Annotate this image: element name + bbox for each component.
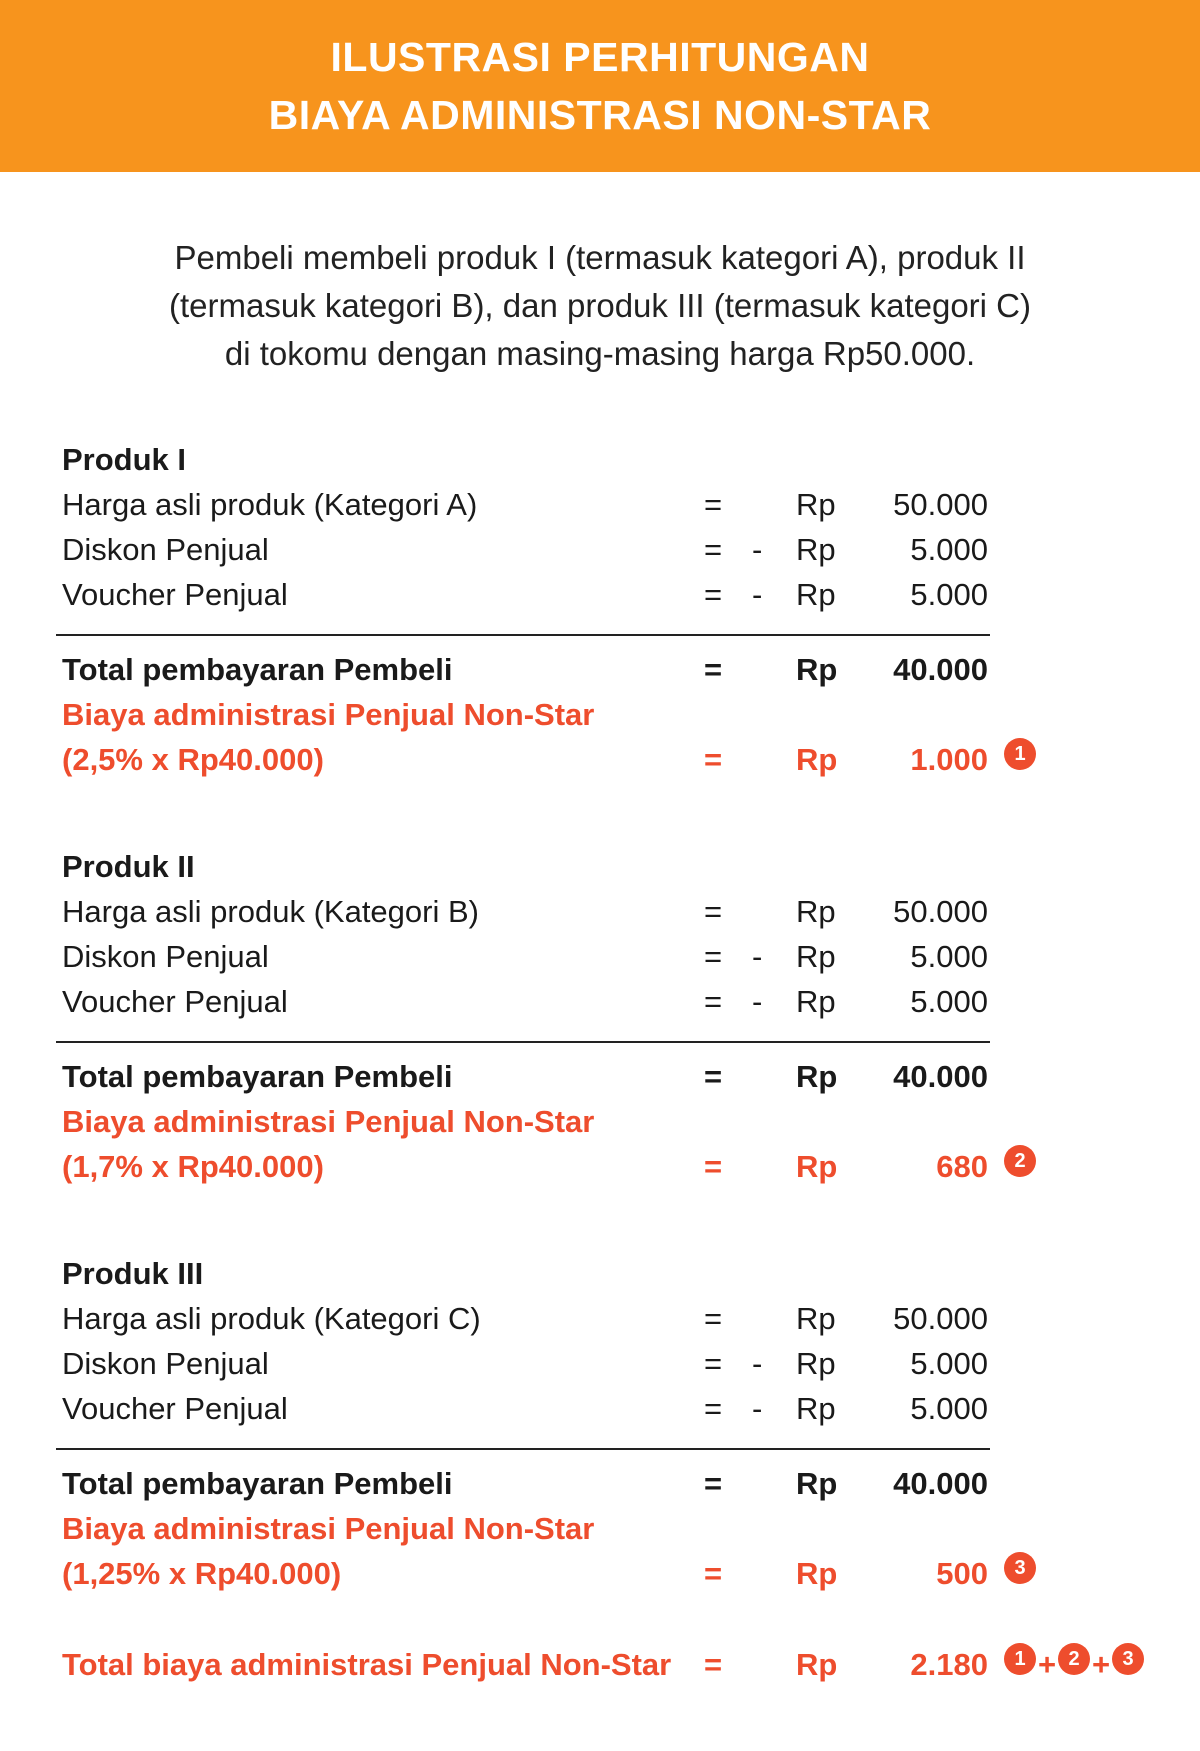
- fee-value: 500: [936, 1556, 988, 1591]
- product-title-row: [0, 845, 1200, 889]
- grand-total-value: 2.180: [910, 1647, 988, 1682]
- voucher-row: [0, 1387, 1200, 1431]
- currency-label: Rp: [796, 984, 836, 1019]
- fee-value: 1.000: [910, 742, 988, 777]
- currency-label: Rp: [796, 487, 836, 522]
- fee-label: Biaya administrasi Penjual Non-Star: [62, 1104, 595, 1139]
- intro-paragraph: [0, 234, 1200, 378]
- discount-row: [0, 935, 1200, 979]
- currency-label: Rp: [796, 1059, 838, 1094]
- equals-sign: =: [704, 1149, 723, 1184]
- price-label: Harga asli produk (Kategori B): [62, 894, 479, 929]
- header-title-line-1: ILUSTRASI PERHITUNGAN: [330, 34, 870, 80]
- voucher-label: Voucher Penjual: [62, 577, 288, 612]
- fee-label-row: [0, 693, 1200, 737]
- currency-label: Rp: [796, 577, 836, 612]
- discount-value: 5.000: [910, 939, 988, 974]
- equals-sign: =: [704, 939, 723, 974]
- minus-sign: -: [752, 1391, 763, 1426]
- total-value: 40.000: [893, 1466, 988, 1501]
- equals-sign: =: [704, 742, 723, 777]
- equals-sign: =: [704, 1346, 723, 1381]
- currency-label: Rp: [796, 652, 838, 687]
- product-title: Produk II: [62, 849, 195, 884]
- total-label: Total pembayaran Pembeli: [62, 1059, 453, 1094]
- currency-label: Rp: [796, 894, 836, 929]
- voucher-row: [0, 980, 1200, 1024]
- currency-label: Rp: [796, 1149, 838, 1184]
- discount-row: [0, 528, 1200, 572]
- voucher-value: 5.000: [910, 1391, 988, 1426]
- number-badge: 3: [1004, 1552, 1036, 1584]
- equals-sign: =: [704, 984, 723, 1019]
- divider-line: [56, 1448, 990, 1450]
- minus-sign: -: [752, 1346, 763, 1381]
- divider-line: [56, 1041, 990, 1043]
- fee-formula: (1,25% x Rp40.000): [62, 1556, 342, 1591]
- grand-total-label: Total biaya administrasi Penjual Non-Star: [62, 1647, 672, 1682]
- voucher-row: [0, 573, 1200, 617]
- fee-value: 680: [936, 1149, 988, 1184]
- fee-label-row: [0, 1507, 1200, 1551]
- discount-value: 5.000: [910, 532, 988, 567]
- intro-line: (termasuk kategori B), dan produk III (termasuk kategori C): [169, 287, 1031, 324]
- voucher-value: 5.000: [910, 577, 988, 612]
- total-row: [0, 648, 1200, 692]
- total-value: 40.000: [893, 1059, 988, 1094]
- equals-sign: =: [704, 1466, 723, 1501]
- plus-sign: +: [1092, 1647, 1111, 1682]
- equals-sign: =: [704, 1391, 723, 1426]
- fee-label: Biaya administrasi Penjual Non-Star: [62, 1511, 595, 1546]
- price-label: Harga asli produk (Kategori C): [62, 1301, 481, 1336]
- discount-row: [0, 1342, 1200, 1386]
- fee-row: [0, 1552, 1200, 1596]
- total-label: Total pembayaran Pembeli: [62, 652, 453, 687]
- number-badge: 1: [1004, 738, 1036, 770]
- price-label: Harga asli produk (Kategori A): [62, 487, 478, 522]
- fee-row: [0, 1145, 1200, 1189]
- price-row: [0, 1297, 1200, 1341]
- intro-line: di tokomu dengan masing-masing harga Rp50.000.: [224, 335, 976, 372]
- currency-label: Rp: [796, 1346, 836, 1381]
- page-header: [0, 0, 1200, 172]
- equals-sign: =: [704, 1301, 723, 1336]
- product-title: Produk I: [62, 442, 187, 477]
- currency-label: Rp: [796, 1466, 838, 1501]
- minus-sign: -: [752, 577, 763, 612]
- price-row: [0, 483, 1200, 527]
- currency-label: Rp: [796, 1647, 838, 1682]
- number-badge: 3: [1112, 1643, 1144, 1675]
- currency-label: Rp: [796, 1556, 838, 1591]
- number-badge: 2: [1058, 1643, 1090, 1675]
- total-label: Total pembayaran Pembeli: [62, 1466, 453, 1501]
- minus-sign: -: [752, 532, 763, 567]
- equals-sign: =: [704, 894, 723, 929]
- currency-label: Rp: [796, 532, 836, 567]
- price-value: 50.000: [893, 894, 988, 929]
- voucher-label: Voucher Penjual: [62, 1391, 288, 1426]
- total-value: 40.000: [893, 652, 988, 687]
- equals-sign: =: [704, 1556, 723, 1591]
- voucher-label: Voucher Penjual: [62, 984, 288, 1019]
- fee-row: [0, 738, 1200, 782]
- product-title-row: [0, 1252, 1200, 1296]
- price-value: 50.000: [893, 487, 988, 522]
- product-title-row: [0, 438, 1200, 482]
- price-row: [0, 890, 1200, 934]
- price-value: 50.000: [893, 1301, 988, 1336]
- intro-line: Pembeli membeli produk I (termasuk kategori A), produk II: [174, 239, 1026, 276]
- fee-label: Biaya administrasi Penjual Non-Star: [62, 697, 595, 732]
- discount-label: Diskon Penjual: [62, 939, 269, 974]
- equals-sign: =: [704, 1059, 723, 1094]
- discount-label: Diskon Penjual: [62, 532, 269, 567]
- discount-value: 5.000: [910, 1346, 988, 1381]
- header-title-line-2: BIAYA ADMINISTRASI NON-STAR: [268, 92, 932, 138]
- fee-formula: (2,5% x Rp40.000): [62, 742, 324, 777]
- voucher-value: 5.000: [910, 984, 988, 1019]
- product-title: Produk III: [62, 1256, 204, 1291]
- equals-sign: =: [704, 577, 723, 612]
- equals-sign: =: [704, 487, 723, 522]
- minus-sign: -: [752, 984, 763, 1019]
- fee-formula: (1,7% x Rp40.000): [62, 1149, 324, 1184]
- grand-total-row: [0, 1643, 1200, 1687]
- equals-sign: =: [704, 1647, 723, 1682]
- equals-sign: =: [704, 532, 723, 567]
- number-badge: 1: [1004, 1643, 1036, 1675]
- divider-line: [56, 634, 990, 636]
- currency-label: Rp: [796, 1391, 836, 1426]
- equals-sign: =: [704, 652, 723, 687]
- total-row: [0, 1055, 1200, 1099]
- plus-sign: +: [1038, 1647, 1057, 1682]
- number-badge: 2: [1004, 1145, 1036, 1177]
- fee-label-row: [0, 1100, 1200, 1144]
- currency-label: Rp: [796, 1301, 836, 1336]
- minus-sign: -: [752, 939, 763, 974]
- currency-label: Rp: [796, 742, 838, 777]
- currency-label: Rp: [796, 939, 836, 974]
- discount-label: Diskon Penjual: [62, 1346, 269, 1381]
- total-row: [0, 1462, 1200, 1506]
